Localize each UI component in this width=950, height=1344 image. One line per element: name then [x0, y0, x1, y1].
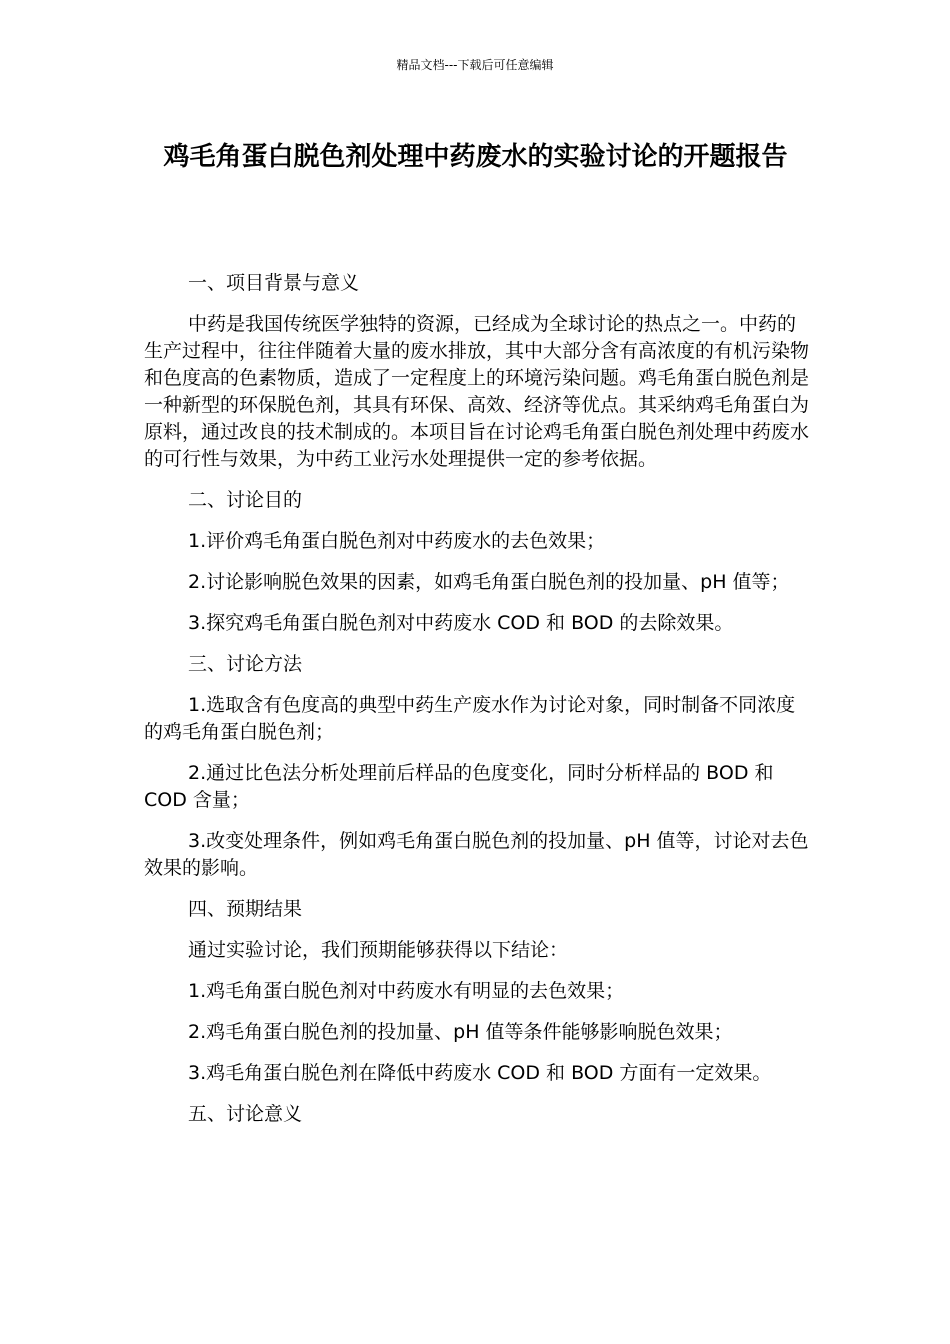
list-item: 1.鸡毛角蛋白脱色剂对中药废水有明显的去色效果；: [188, 980, 625, 1002]
document-body: [144, 270, 809, 1128]
header-text: 精品文档---下载后可任意编辑: [396, 58, 554, 72]
list-item: 1.评价鸡毛角蛋白脱色剂对中药废水的去色效果；: [188, 530, 606, 552]
section-heading: 一、项目背景与意义: [188, 272, 360, 294]
list-item: 1.选取含有色度高的典型中药生产废水作为讨论对象，同时制备不同浓度的鸡毛角蛋白脱色剂；: [144, 694, 796, 743]
list-item: 3.鸡毛角蛋白脱色剂在降低中药废水 COD 和 BOD 方面有一定效果。: [188, 1062, 772, 1084]
list-item: 3.改变处理条件，例如鸡毛角蛋白脱色剂的投加量、pH 值等，讨论对去色效果的影响。: [144, 830, 809, 879]
list-item: 2.鸡毛角蛋白脱色剂的投加量、pH 值等条件能够影响脱色效果；: [188, 1021, 733, 1043]
section-heading: 五、讨论意义: [188, 1103, 303, 1125]
section-heading: 二、讨论目的: [188, 489, 303, 511]
document-title: 鸡毛角蛋白脱色剂处理中药废水的实验讨论的开题报告: [163, 142, 788, 172]
paragraph: 中药是我国传统医学独特的资源，已经成为全球讨论的热点之一。中药的生产过程中，往往伴随着大量的废水排放，其中大部分含有高浓度的有机污染物和色度高的色素物质，造成了一定程度上的环境污染问题。鸡毛角蛋白脱色剂是一种新型的环保脱色剂，其具有环保、高效、经济等优点。其采纳鸡毛角蛋白为原料，通过改良的技术制成的。本项目旨在讨论鸡毛角蛋白脱色剂处理中药废水的可行性与效果，为中药工业污水处理提供一定的参考依据。: [144, 313, 810, 470]
list-item: 2.通过比色法分析处理前后样品的色度变化，同时分析样品的 BOD 和 COD 含量；: [144, 762, 774, 811]
list-item: 2.讨论影响脱色效果的因素，如鸡毛角蛋白脱色剂的投加量、pH 值等；: [188, 571, 790, 593]
section-heading: 三、讨论方法: [188, 653, 303, 675]
section-heading: 四、预期结果: [188, 898, 303, 920]
paragraph: 通过实验讨论，我们预期能够获得以下结论：: [188, 939, 569, 961]
list-item: 3.探究鸡毛角蛋白脱色剂对中药废水 COD 和 BOD 的去除效果。: [188, 612, 734, 634]
page-header: [0, 57, 950, 73]
